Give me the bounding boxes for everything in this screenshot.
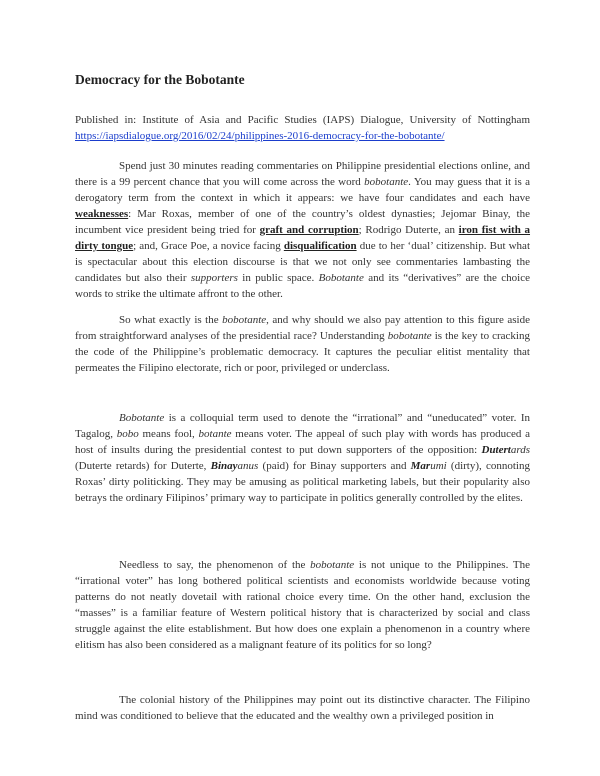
italic-term: Bobotante (318, 272, 364, 284)
text: (dirty), connoting Roxas’ dirty politicking. They may be amusing as political marketing labels, but their popularity also betrays the ordinary Filipinos’ primary way to participate in politics generally controlled by the elites. (75, 460, 530, 504)
italic-term: bobotante (364, 176, 409, 188)
paragraph-3 (75, 410, 530, 506)
text: (paid) for Binay supporters and (258, 460, 411, 472)
publication-info (75, 112, 530, 144)
text: means voter. The appeal of such play with words has produced a host of insults during the presidential contest to put down supporters of the opposition: (75, 428, 530, 456)
paragraph-1 (75, 158, 530, 302)
bold-term: Mar (410, 460, 431, 472)
italic-term: Bobotante (119, 412, 165, 424)
document-title: Democracy for the Bobotante (75, 72, 245, 87)
italic-term: ards (510, 444, 530, 456)
text: means fool, (138, 428, 199, 440)
italic-term: bobotante (222, 314, 267, 326)
text: is not unique to the Philippines. The “irrational voter” has long bothered political scientists and economists worldwide because voting patterns do not neatly dovetail with rational choice every time. On the other hand, exclusion the “masses” is a familiar feature of Western political history that is characterized by social and class struggle against the elite establishment. But how does one explain a phenomenon in a country where elitism has also been considered as a malignant feature of its politics for so long? (75, 559, 531, 651)
italic-term: bobotante (387, 330, 432, 342)
paragraph-4 (75, 557, 530, 653)
text: and its “derivatives” are the choice words to strike the ultimate affront to the other. (75, 272, 530, 300)
text: (Duterte retards) for Duterte, (75, 460, 211, 472)
text: So what exactly is the (119, 314, 223, 326)
text: ; Rodrigo Duterte, an (358, 224, 459, 236)
italic-term: bobotante (310, 559, 355, 571)
paragraph-2 (75, 312, 530, 376)
text: The colonial history of the Philippines may point out its distinctive character. The Filipino mind was conditioned to believe that the educated and the wealthy own a privileged position in (75, 694, 530, 722)
text: in public space. (237, 272, 319, 284)
published-in-text: Published in: Institute of Asia and Pacific Studies (IAPS) Dialogue, University of Nottingham (75, 114, 530, 126)
link-weaknesses[interactable]: weaknesses (75, 208, 129, 220)
text: is the key to cracking the code of the Philippine’s problematic democracy. It captures the peculiar elitist mentality that permeates the Filipino electorate, rich or poor, privileged or underclass. (75, 330, 530, 374)
text: is a colloquial term used to denote the “irrational” and “uneducated” voter. In Tagalog, (75, 412, 530, 440)
text: , and why should we also pay attention to this figure aside from straightforward analyses of the presidential race? Understanding (75, 314, 530, 342)
link-iron-fist[interactable]: iron fist with a dirty tongue (75, 224, 531, 252)
italic-term: botante (198, 428, 232, 440)
text: : Mar Roxas, member of one of the country’s oldest dynasties; Jejomar Binay, the incumbent vice president being tried for (75, 208, 530, 236)
text: . You may guess that it is a derogatory term from the context in which it appears: we have four candidates and each have (75, 176, 530, 204)
bold-term: Dutert (481, 444, 511, 456)
italic-term: umi (430, 460, 447, 472)
link-disqualification[interactable]: disqualification (283, 240, 357, 252)
bold-term: Binay (210, 460, 238, 472)
text: Spend just 30 minutes reading commentaries on Philippine presidential elections online, and there is a 99 percent chance that you will come across the word (75, 160, 530, 188)
paragraph-5 (75, 692, 530, 724)
italic-term: bobo (116, 428, 139, 440)
italic-term: anus (237, 460, 259, 472)
text: ; and, Grace Poe, a novice facing (133, 240, 284, 252)
source-link[interactable]: https://iapsdialogue.org/2016/02/24/philippines-2016-democracy-for-the-bobotante/ (75, 130, 445, 142)
text: Needless to say, the phenomenon of the (119, 559, 311, 571)
italic-term: supporters (190, 272, 238, 284)
link-graft-corruption[interactable]: graft and corruption (259, 224, 359, 236)
text: due to her ‘dual’ citizenship. But what is spectacular about this election discourse is that we not only see commentaries lambasting the candidates but also their (75, 240, 530, 284)
